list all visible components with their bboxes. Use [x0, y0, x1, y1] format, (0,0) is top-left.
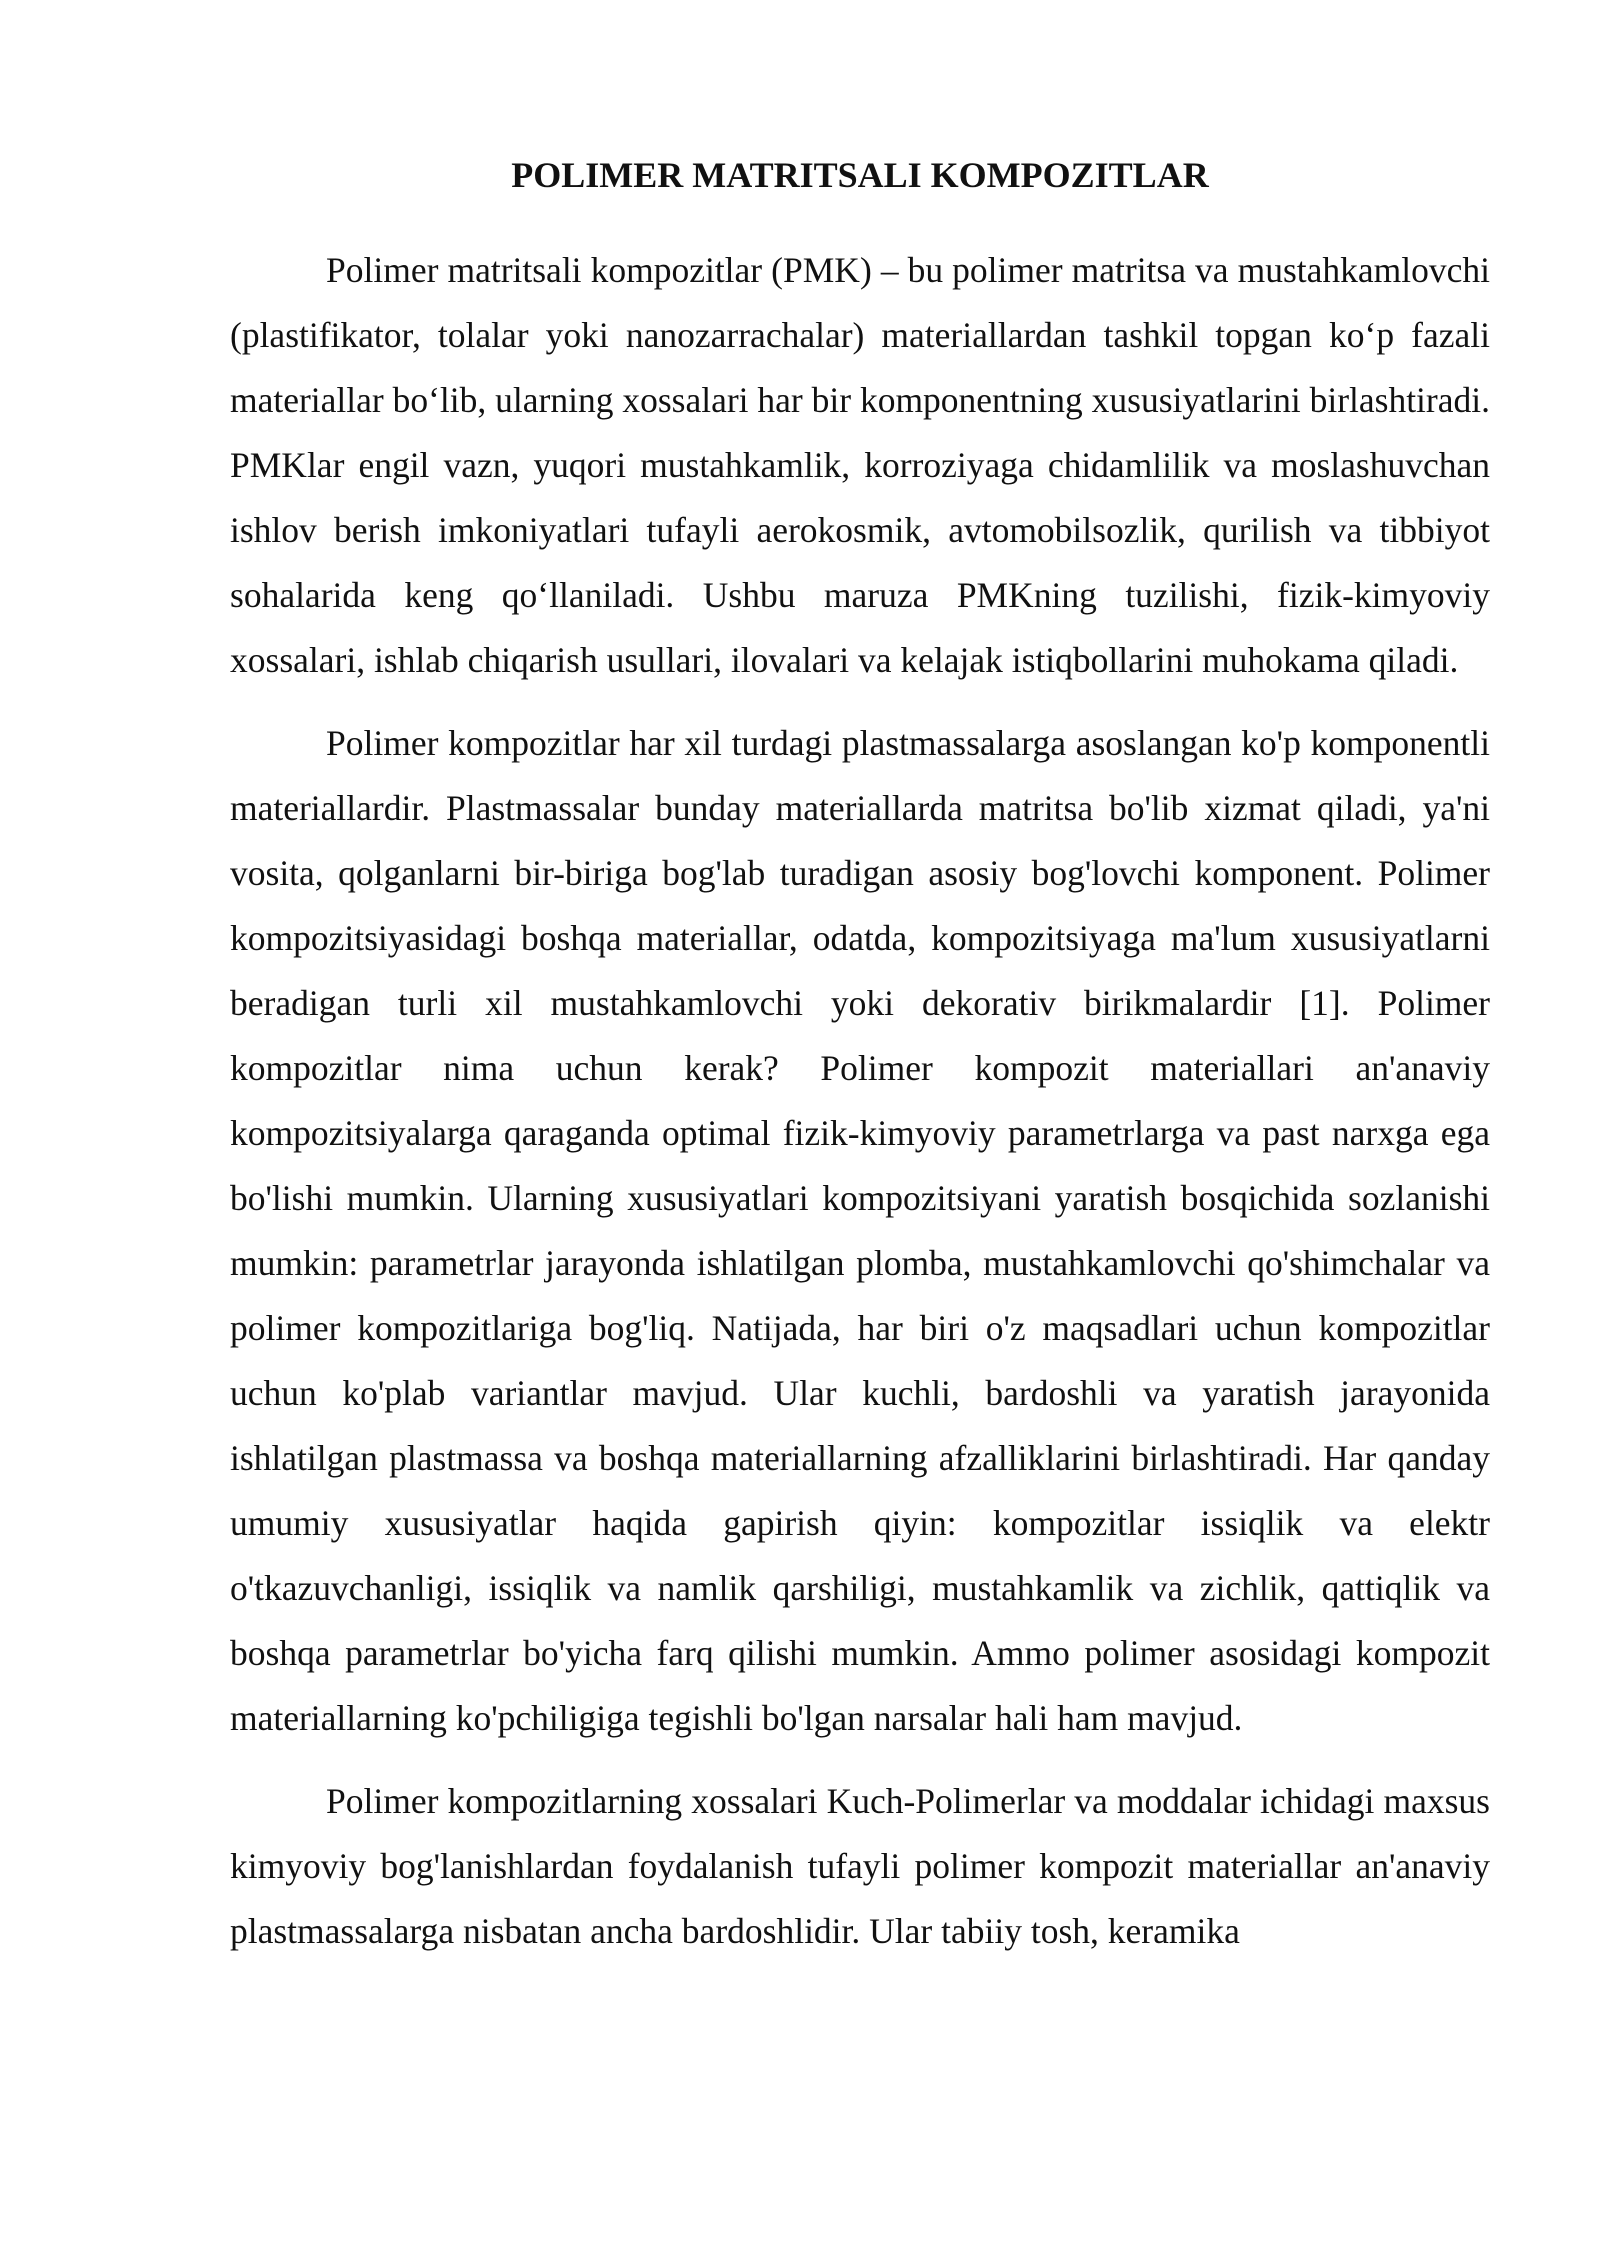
- document-title: POLIMER MATRITSALI KOMPOZITLAR: [511, 155, 1209, 195]
- paragraph-intro: Polimer matritsali kompozitlar (PMK) – bu polimer matritsa va mustahkamlovchi (plastifikator, tolalar yoki nanozarrachalar) materiallardan tashkil topgan ko‘p fazali materiallar bo‘lib, ularning xossalari har bir komponentning xususiyatlarini birlashtiradi. PMKlar engil vazn, yuqori mustahkamlik, korroziyaga chidamlilik va moslashuvchan ishlov berish imkoniyatlari tufayli aerokosmik, avtomobilsozlik, qurilish va tibbiyot sohalarida keng qo‘llaniladi. Ushbu maruza PMKning tuzilishi, fizik-kimyoviy xossalari, ishlab chiqarish usullari, ilovalari va kelajak istiqbollarini muhokama qiladi.: [230, 250, 1490, 680]
- document-body: [230, 238, 1490, 1982]
- paragraph-polymer-composites: Polimer kompozitlar har xil turdagi plastmassalarga asoslangan ko'p komponentli materiallardir. Plastmassalar bunday materiallarda matritsa bo'lib xizmat qiladi, ya'ni vosita, qolganlarni bir-biriga bog'lab turadigan asosiy bog'lovchi komponent. Polimer kompozitsiyasidagi boshqa materiallar, odatda, kompozitsiyaga ma'lum xususiyatlarni beradigan turli xil mustahkamlovchi yoki dekorativ birikmalardir [1]. Polimer kompozitlar nima uchun kerak? Polimer kompozit materiallari an'anaviy kompozitsiyalarga qaraganda optimal fizik-kimyoviy parametrlarga va past narxga ega bo'lishi mumkin. Ularning xususiyatlari kompozitsiyani yaratish bosqichida sozlanishi mumkin: parametrlar jarayonda ishlatilgan plomba, mustahkamlovchi qo'shimchalar va polimer kompozitlariga bog'liq. Natijada, har biri o'z maqsadlari uchun kompozitlar uchun ko'plab variantlar mavjud. Ular kuchli, bardoshli va yaratish jarayonida ishlatilgan plastmassa va boshqa materiallarning afzalliklarini birlashtiradi. Har qanday umumiy xususiyatlar haqida gapirish qiyin: kompozitlar issiqlik va elektr o'tkazuvchanligi, issiqlik va namlik qarshiligi, mustahkamlik va zichlik, qattiqlik va boshqa parametrlar bo'yicha farq qilishi mumkin. Ammo polimer asosidagi kompozit materiallarning ko'pchiligiga tegishli bo'lgan narsalar hali ham mavjud.: [230, 723, 1490, 1738]
- paragraph-properties: Polimer kompozitlarning xossalari Kuch-Polimerlar va moddalar ichidagi maxsus kimyoviy bog'lanishlardan foydalanish tufayli polimer kompozit materiallar an'anaviy plastmassalarga nisbatan ancha bardoshlidir. Ular tabiiy tosh, keramika: [230, 1781, 1490, 1951]
